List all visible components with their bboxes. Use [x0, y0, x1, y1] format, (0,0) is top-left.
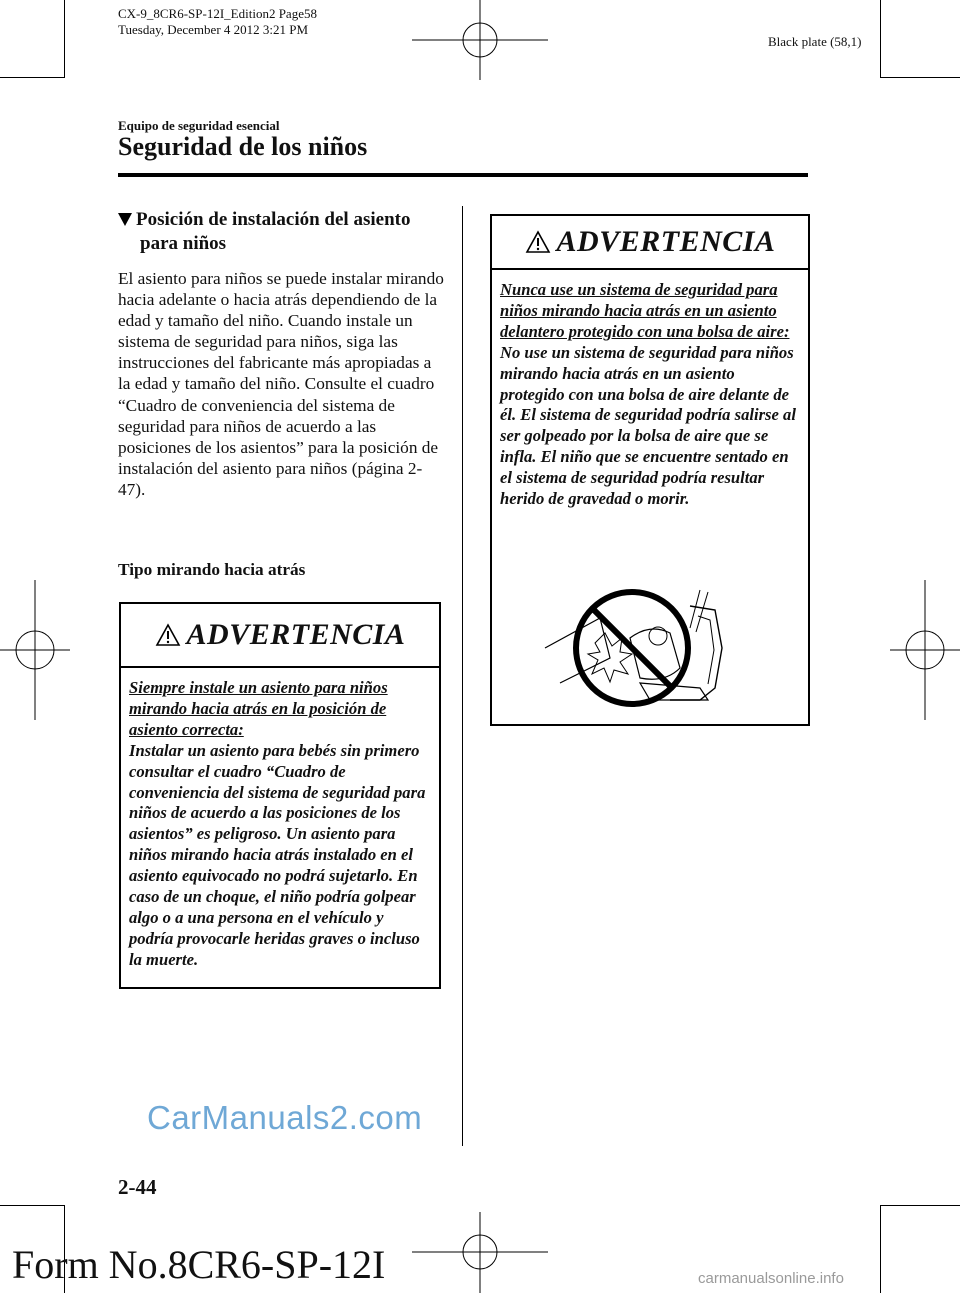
warning-body — [121, 668, 439, 977]
crop-mark — [880, 0, 881, 78]
subheading-line1: Posición de instalación del asiento — [136, 209, 411, 230]
crop-mark — [64, 0, 65, 78]
registration-mark-right — [890, 580, 960, 720]
crop-mark — [880, 77, 960, 78]
form-number: Form No.8CR6-SP-12I — [12, 1242, 386, 1287]
print-header — [118, 6, 317, 38]
page-number: 2-44 — [118, 1175, 157, 1199]
no-rear-facing-seat-airbag-icon — [540, 588, 745, 713]
warning-title: ADVERTENCIA — [186, 618, 406, 651]
triangle-down-icon — [118, 213, 132, 226]
subheading — [118, 208, 448, 256]
warning-box-1 — [119, 602, 441, 989]
registration-mark-top — [412, 0, 548, 80]
section-label: Equipo de seguridad esencial — [118, 118, 280, 133]
watermark-logo: CarManuals2.com — [147, 1099, 423, 1136]
warning-triangle-icon — [155, 623, 181, 647]
title-rule — [118, 173, 808, 177]
subheading-line2: para niños — [140, 233, 227, 254]
print-header-date: Tuesday, December 4 2012 3:21 PM — [118, 22, 309, 37]
registration-mark-bottom — [412, 1212, 548, 1293]
page-title: Seguridad de los niños — [118, 132, 368, 161]
warning-title: ADVERTENCIA — [556, 225, 776, 258]
column-divider — [462, 206, 463, 1146]
subheading-rear-facing: Tipo mirando hacia atrás — [118, 560, 306, 579]
registration-mark-left — [0, 580, 70, 720]
warning-header — [492, 216, 808, 270]
watermark-site: carmanualsonline.info — [698, 1270, 844, 1287]
body-paragraph: El asiento para niños se puede instalar mirando hacia adelante o hacia atrás dependiendo de la edad y tamaño del niño. Cuando instale un sistema de seguridad para niños, siga las instrucciones del fabricante más apropiadas a la edad y tamaño del niño. Consulte el cuadro “Cuadro de conveniencia del sistema de seguridad para niños de acuerdo a las posiciones de los asientos” para la posición de instalación del asiento para niños (página 2-47). — [118, 269, 444, 499]
plate-label: Black plate (58,1) — [768, 34, 862, 49]
warning-text: Instalar un asiento para bebés sin primero consultar el cuadro “Cuadro de conveniencia del sistema de seguridad para niños de acuerdo a las posiciones de los asientos” es peligroso. Un asiento para niños mirando hacia atrás instalado en el asiento equivocado no podrá sujetarlo. En caso de un choque, el niño podría golpear algo o a una persona en el vehículo y podría provocarle heridas graves o incluso la muerte. — [129, 740, 426, 969]
warning-lead: Siempre instale un asiento para niños mirando hacia atrás en la posición de asiento correcta: — [129, 678, 388, 739]
warning-triangle-icon — [525, 230, 551, 254]
warning-text: No use un sistema de seguridad para niños mirando hacia atrás en un asiento protegido con una bolsa de aire delante de él. El sistema de seguridad podría salirse al ser golpeado por la bolsa de aire que se infla. El niño que se encuentre sentado en el sistema de seguridad podría resultar herido de gravedad o morir. — [500, 342, 796, 509]
warning-body — [492, 270, 808, 516]
print-header-file: CX-9_8CR6-SP-12I_Edition2 Page58 — [118, 6, 317, 21]
crop-mark — [0, 77, 64, 78]
crop-mark — [880, 1205, 881, 1293]
crop-mark — [880, 1205, 960, 1206]
crop-mark — [0, 1205, 64, 1206]
warning-lead: Nunca use un sistema de seguridad para niños mirando hacia atrás en un asiento delantero protegido con una bolsa de aire: — [500, 280, 790, 341]
warning-header — [121, 604, 439, 668]
